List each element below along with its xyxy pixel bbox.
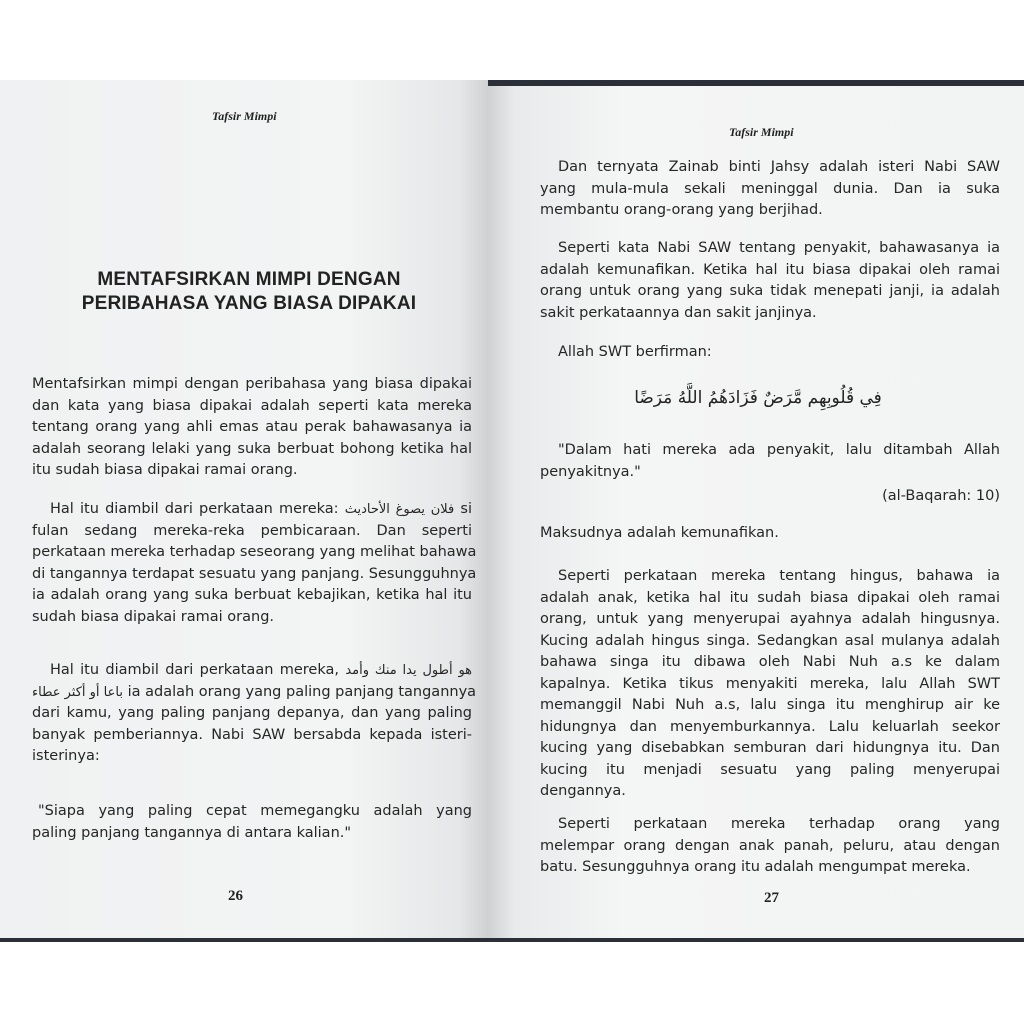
page-number: 26	[228, 888, 243, 904]
quran-verse: فِي قُلُوبِهِم مَّرَضٌ فَزَادَهُمُ اللَّهُ مَرَضًا	[634, 388, 882, 408]
text-line: fulan sedang mereka-reka pembicaraan. Dan seperti	[32, 522, 472, 539]
text-line: Dan ternyata Zainab binti Jahsy adalah isteri Nabi SAW	[558, 159, 1000, 175]
text-line: kapalnya. Ketika tikus menyakiti mereka, lalu Allah SWT	[540, 675, 1000, 692]
text-segment: si	[460, 501, 472, 517]
text-line: kucing itu menjadi sesuatu yang paling menyerupai	[540, 761, 1000, 778]
text-line: Mentafsirkan mimpi dengan peribahasa yang biasa dipakai	[32, 376, 472, 392]
verse-reference: (al-Baqarah: 10)	[882, 488, 1000, 504]
text-line: bahawa singa itu dibawa oleh Nabi Nuh a.s ke dalam	[540, 654, 1000, 670]
text-line: adalah seorang lelaki yang suka berbuat bohong ketika hal	[32, 440, 472, 457]
paragraph	[540, 238, 1000, 324]
arabic-phrase: باعا أو أكثر عطاء	[32, 684, 123, 700]
arabic-phrase: هو أطول يدا منك وأمد	[345, 663, 473, 678]
text-line: sakit perkataannya dan sakit janjinya.	[540, 304, 817, 321]
text-line: yang mula-mula sekali meninggal dunia. Dan ia suka	[540, 180, 1000, 197]
text-line: "Siapa yang paling cepat memegangku adalah yang	[38, 803, 472, 819]
page-number: 27	[764, 890, 779, 906]
text-line: Kucing adalah hingus singa. Sedangkan asal mulanya adalah	[540, 632, 1000, 649]
text-line: tentang orang yang ahli emas atau perak bahawasanya ia	[32, 419, 472, 435]
text-line: sudah biasa dipakai ramai orang.	[32, 608, 275, 625]
text-line	[32, 499, 472, 521]
left-page	[0, 80, 488, 938]
chapter-title-line: MENTAFSIRKAN MIMPI DENGAN	[97, 269, 401, 290]
book-spread	[0, 80, 1024, 942]
paragraph	[540, 814, 1000, 879]
running-head: Tafsir Mimpi	[729, 125, 794, 139]
text-line: dari kamu, yang paling panjang depanya, dan yang paling	[32, 705, 472, 721]
paragraph	[32, 499, 477, 628]
text-line: memanggil Nabi Nuh a.s, lalu singa itu menghirup air ke	[540, 697, 1000, 713]
paragraph	[32, 801, 472, 844]
text-line: Seperti perkataan mereka tentang hingus, bahawa ia	[558, 568, 1000, 584]
text-line: adalah anak, ketika hal itu sudah biasa dipakai oleh ramai	[540, 589, 1000, 606]
text-line: dengannya.	[540, 783, 626, 799]
text-segment: Hal itu diambil dari perkataan mereka,	[50, 662, 339, 678]
chapter-title-line: PERIBAHASA YANG BIASA DIPAKAI	[81, 293, 417, 314]
text-line	[32, 660, 472, 682]
text-line: di tangannya terdapat sesuatu yang panjang. Sesungguhnya	[32, 565, 477, 582]
text-line: isterinya:	[32, 748, 100, 764]
chapter-title	[40, 268, 458, 316]
text-line: batu. Sesungguhnya orang itu adalah mengumpat mereka.	[540, 859, 971, 875]
running-head: Tafsir Mimpi	[212, 109, 277, 123]
text-line: banyak pemberiannya. Nabi SAW bersabda kepada isteri-	[32, 726, 472, 743]
text-line: "Dalam hati mereka ada penyakit, lalu ditambah Allah	[558, 442, 1000, 458]
text-line: Seperti kata Nabi SAW tentang penyakit, bahawasanya ia	[558, 240, 1000, 256]
arabic-phrase: فلان يصوغ الأحاديث	[344, 502, 455, 517]
text-line: ia adalah orang yang suka berbuat kebajikan, ketika hal itu	[32, 587, 472, 603]
text-line: melempar orang dengan anak panah, peluru, atau dengan	[540, 837, 1000, 854]
text-line: membantu orang-orang yang berjihad.	[540, 202, 823, 218]
text-line: orang untuk orang yang suka tidak menepati janji, ia adalah	[540, 283, 1000, 299]
text-line: Allah SWT berfirman:	[558, 344, 712, 360]
text-line: orang, untuk yang menyerupai ayahnya adalah hingusnya.	[540, 611, 1000, 627]
text-line: dan kata yang biasa dipakai adalah seperti kata mereka	[32, 397, 472, 414]
text-line: adalah kemunafikan. Ketika hal itu biasa dipakai oleh ramai	[540, 261, 1000, 278]
right-page	[488, 86, 1024, 938]
text-segment: ia adalah orang yang paling panjang tangannya	[127, 683, 477, 700]
text-line: hidungnya dan menyemburkannya. Lalu keluarlah seekor	[540, 718, 1000, 735]
text-line: perkataan mereka terhadap seseorang yang melihat bahawa	[32, 544, 477, 560]
text-line	[32, 682, 477, 704]
text-segment: Hal itu diambil dari perkataan mereka:	[50, 501, 339, 517]
text-line: Seperti perkataan mereka terhadap orang yang	[558, 816, 1000, 832]
paragraph	[540, 523, 1000, 545]
text-line: paling panjang tangannya di antara kalian."	[32, 824, 352, 841]
text-line: itu sudah biasa dipakai ramai orang.	[32, 462, 298, 478]
paragraph	[540, 342, 1000, 364]
paragraph	[32, 374, 472, 482]
paragraph	[540, 157, 1000, 222]
text-line: penyakitnya."	[540, 463, 641, 480]
paragraph	[540, 440, 1000, 483]
paragraph	[32, 660, 477, 768]
paragraph	[540, 566, 1000, 803]
text-line: kucing yang disebabkan semburan dari hidungnya itu. Dan	[540, 740, 1000, 756]
text-line: Maksudnya adalah kemunafikan.	[540, 525, 779, 541]
